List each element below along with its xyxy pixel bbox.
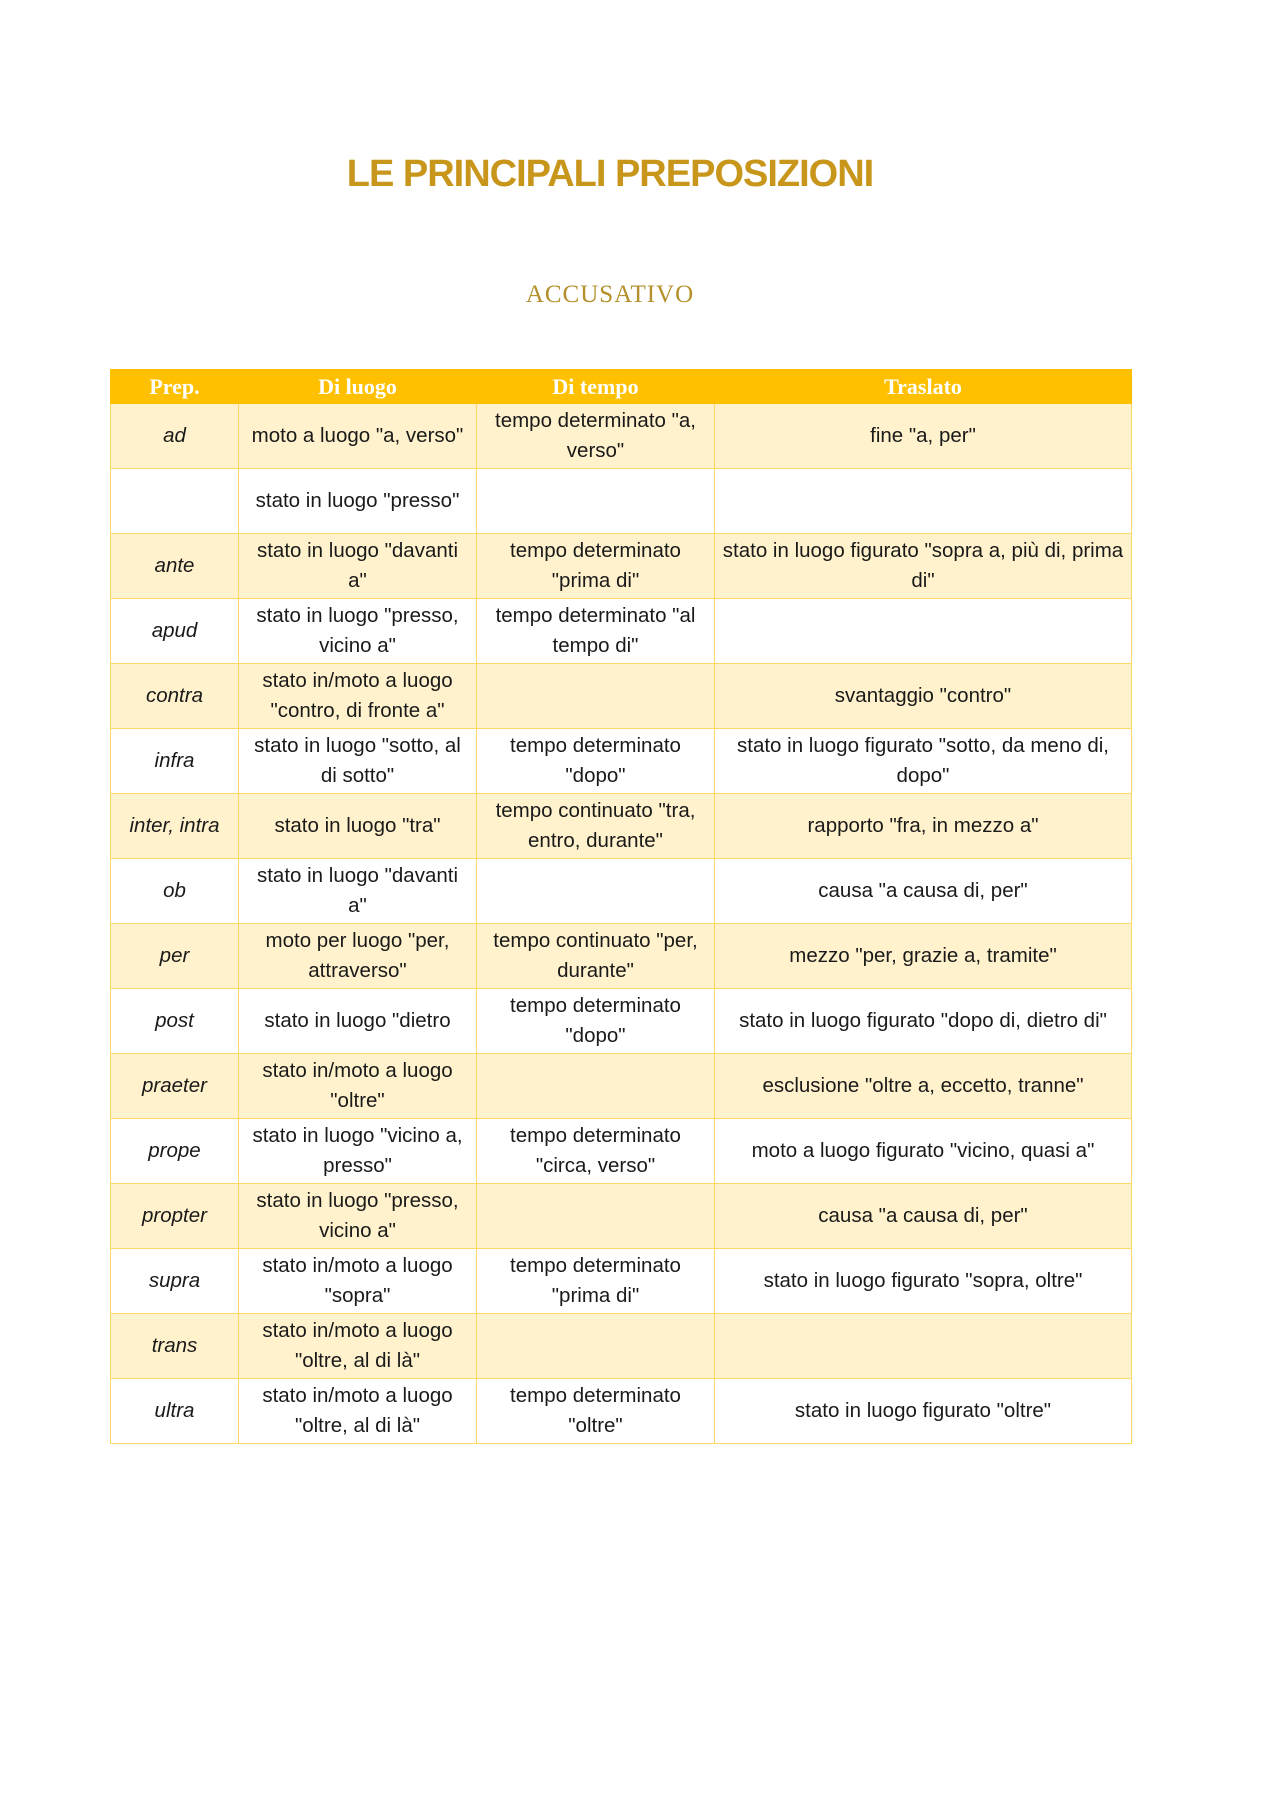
cell-prep: post bbox=[111, 989, 239, 1054]
cell-prep: supra bbox=[111, 1249, 239, 1314]
cell-prep: apud bbox=[111, 599, 239, 664]
header-di-tempo: Di tempo bbox=[477, 370, 715, 404]
cell-traslato bbox=[715, 1314, 1132, 1379]
cell-di-luogo: stato in luogo "davanti a" bbox=[239, 859, 477, 924]
cell-di-tempo: tempo continuato "tra, entro, durante" bbox=[477, 794, 715, 859]
cell-di-tempo: tempo continuato "per, durante" bbox=[477, 924, 715, 989]
cell-prep: trans bbox=[111, 1314, 239, 1379]
cell-traslato: mezzo "per, grazie a, tramite" bbox=[715, 924, 1132, 989]
cell-traslato bbox=[715, 599, 1132, 664]
cell-traslato: svantaggio "contro" bbox=[715, 664, 1132, 729]
cell-prep: ad bbox=[111, 404, 239, 469]
cell-traslato: causa "a causa di, per" bbox=[715, 859, 1132, 924]
table-row bbox=[111, 1184, 1132, 1249]
cell-di-tempo bbox=[477, 859, 715, 924]
cell-traslato: stato in luogo figurato "sotto, da meno di, dopo" bbox=[715, 729, 1132, 794]
cell-di-tempo: tempo determinato "al tempo di" bbox=[477, 599, 715, 664]
table-row bbox=[111, 1119, 1132, 1184]
cell-traslato: causa "a causa di, per" bbox=[715, 1184, 1132, 1249]
cell-traslato bbox=[715, 469, 1132, 534]
table-row bbox=[111, 1054, 1132, 1119]
cell-di-luogo: stato in/moto a luogo "oltre, al di là" bbox=[239, 1314, 477, 1379]
cell-traslato: rapporto "fra, in mezzo a" bbox=[715, 794, 1132, 859]
table-row bbox=[111, 599, 1132, 664]
cell-traslato: fine "a, per" bbox=[715, 404, 1132, 469]
cell-di-luogo: stato in/moto a luogo "contro, di fronte a" bbox=[239, 664, 477, 729]
cell-prep: propter bbox=[111, 1184, 239, 1249]
table-row bbox=[111, 989, 1132, 1054]
cell-traslato: stato in luogo figurato "sopra, oltre" bbox=[715, 1249, 1132, 1314]
cell-prep: infra bbox=[111, 729, 239, 794]
cell-di-tempo: tempo determinato "prima di" bbox=[477, 534, 715, 599]
page-title: LE PRINCIPALI PREPOSIZIONI bbox=[346, 153, 874, 195]
cell-di-luogo: stato in luogo "presso" bbox=[239, 469, 477, 534]
cell-traslato: stato in luogo figurato "oltre" bbox=[715, 1379, 1132, 1444]
cell-di-luogo: moto a luogo "a, verso" bbox=[239, 404, 477, 469]
table-row bbox=[111, 729, 1132, 794]
cell-di-tempo: tempo determinato "a, verso" bbox=[477, 404, 715, 469]
cell-di-luogo: stato in luogo "presso, vicino a" bbox=[239, 599, 477, 664]
cell-prep: contra bbox=[111, 664, 239, 729]
cell-di-tempo bbox=[477, 1184, 715, 1249]
cell-traslato: stato in luogo figurato "sopra a, più di, prima di" bbox=[715, 534, 1132, 599]
cell-di-luogo: stato in luogo "davanti a" bbox=[239, 534, 477, 599]
cell-prep: praeter bbox=[111, 1054, 239, 1119]
cell-di-luogo: stato in/moto a luogo "sopra" bbox=[239, 1249, 477, 1314]
header-traslato: Traslato bbox=[715, 370, 1132, 404]
cell-prep: ante bbox=[111, 534, 239, 599]
cell-di-tempo bbox=[477, 1314, 715, 1379]
table-row bbox=[111, 1314, 1132, 1379]
table-row bbox=[111, 1379, 1132, 1444]
table-row bbox=[111, 534, 1132, 599]
table-row bbox=[111, 859, 1132, 924]
table-row bbox=[111, 1249, 1132, 1314]
cell-di-luogo: moto per luogo "per, attraverso" bbox=[239, 924, 477, 989]
cell-traslato: moto a luogo figurato "vicino, quasi a" bbox=[715, 1119, 1132, 1184]
table-row bbox=[111, 404, 1132, 469]
cell-prep: ob bbox=[111, 859, 239, 924]
cell-di-luogo: stato in luogo "dietro bbox=[239, 989, 477, 1054]
table-row bbox=[111, 469, 1132, 534]
cell-di-tempo: tempo determinato "prima di" bbox=[477, 1249, 715, 1314]
cell-di-tempo: tempo determinato "oltre" bbox=[477, 1379, 715, 1444]
cell-di-luogo: stato in luogo "tra" bbox=[239, 794, 477, 859]
cell-prep: prope bbox=[111, 1119, 239, 1184]
cell-di-luogo: stato in luogo "vicino a, presso" bbox=[239, 1119, 477, 1184]
cell-di-luogo: stato in/moto a luogo "oltre, al di là" bbox=[239, 1379, 477, 1444]
header-di-luogo: Di luogo bbox=[239, 370, 477, 404]
table-row bbox=[111, 794, 1132, 859]
table-header bbox=[111, 370, 1132, 404]
cell-prep: ultra bbox=[111, 1379, 239, 1444]
cell-traslato: stato in luogo figurato "dopo di, dietro di" bbox=[715, 989, 1132, 1054]
header-prep: Prep. bbox=[111, 370, 239, 404]
cell-di-tempo: tempo determinato "dopo" bbox=[477, 989, 715, 1054]
table-row bbox=[111, 924, 1132, 989]
cell-prep: per bbox=[111, 924, 239, 989]
table-header-row bbox=[111, 370, 1132, 404]
table-row bbox=[111, 664, 1132, 729]
prepositions-table bbox=[110, 369, 1132, 1444]
cell-di-luogo: stato in/moto a luogo "oltre" bbox=[239, 1054, 477, 1119]
cell-di-luogo: stato in luogo "presso, vicino a" bbox=[239, 1184, 477, 1249]
table-body bbox=[111, 404, 1132, 1444]
cell-di-tempo bbox=[477, 469, 715, 534]
cell-prep: inter, intra bbox=[111, 794, 239, 859]
cell-di-tempo: tempo determinato "circa, verso" bbox=[477, 1119, 715, 1184]
section-heading: ACCUSATIVO bbox=[525, 281, 695, 308]
cell-prep bbox=[111, 469, 239, 534]
cell-di-tempo bbox=[477, 1054, 715, 1119]
cell-di-tempo: tempo determinato "dopo" bbox=[477, 729, 715, 794]
cell-di-luogo: stato in luogo "sotto, al di sotto" bbox=[239, 729, 477, 794]
cell-traslato: esclusione "oltre a, eccetto, tranne" bbox=[715, 1054, 1132, 1119]
cell-di-tempo bbox=[477, 664, 715, 729]
